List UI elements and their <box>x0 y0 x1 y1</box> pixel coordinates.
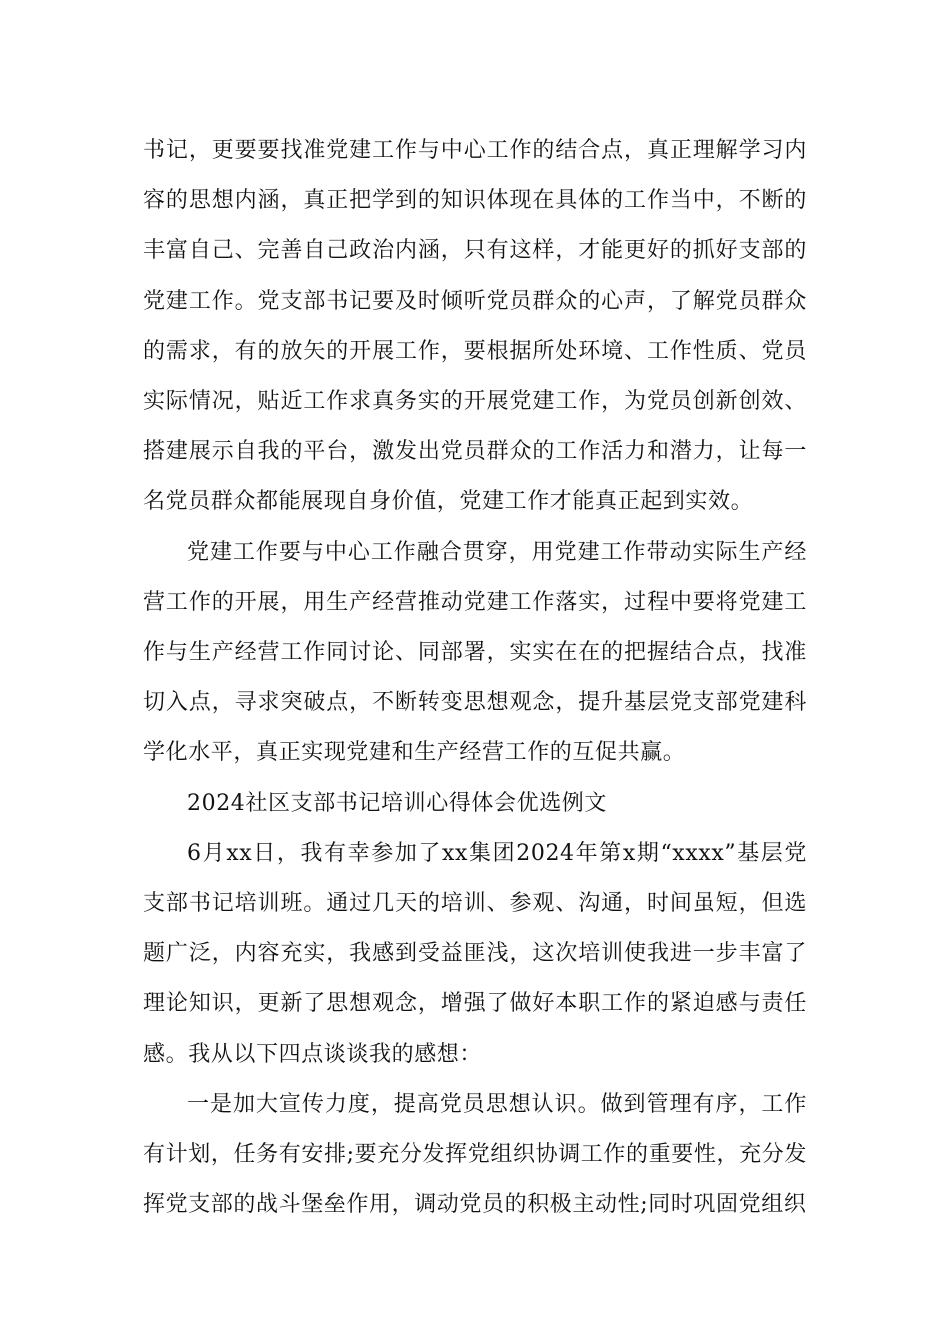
document-body <box>143 126 807 1230</box>
section-heading: 2024社区支部书记培训心得体会优选例文 <box>187 790 607 816</box>
paragraph-4: 一是加大宣传力度，提高党员思想认识。做到管理有序，工作有计划，任务有安排;要充分发挥党组织协调工作的重要性，充分发挥党支部的战斗堡垒作用，调动党员的积极主动性;同时巩固党组织 <box>143 1091 807 1218</box>
paragraph-3: 6月xx日，我有幸参加了xx集团2024年第x期“xxxx”基层党支部书记培训班。通过几天的培训、参观、沟通，时间虽短，但选题广泛，内容充实，我感到受益匪浅，这次培训使我进一步丰富了理论知识，更新了思想观念，增强了做好本职工作的紧迫感与责任感。我从以下四点谈谈我的感想： <box>143 840 807 1067</box>
paragraph-1: 书记，更要要找准党建工作与中心工作的结合点，真正理解学习内容的思想内涵，真正把学到的知识体现在具体的工作当中，不断的丰富自己、完善自己政治内涵，只有这样，才能更好的抓好支部的党建工作。党支部书记要及时倾听党员群众的心声，了解党员群众的需求，有的放矢的开展工作，要根据所处环境、工作性质、党员实际情况，贴近工作求真务实的开展党建工作，为党员创新创效、搭建展示自我的平台，激发出党员群众的工作活力和潜力，让每一名党员群众都能展现自身价值，党建工作才能真正起到实效。 <box>143 138 807 515</box>
paragraph-2: 党建工作要与中心工作融合贯穿，用党建工作带动实际生产经营工作的开展，用生产经营推动党建工作落实，过程中要将党建工作与生产经营工作同讨论、同部署，实实在在的把握结合点，找准切入点，寻求突破点，不断转变思想观念，提升基层党支部党建科学化水平，真正实现党建和生产经营工作的互促共赢。 <box>143 539 807 766</box>
